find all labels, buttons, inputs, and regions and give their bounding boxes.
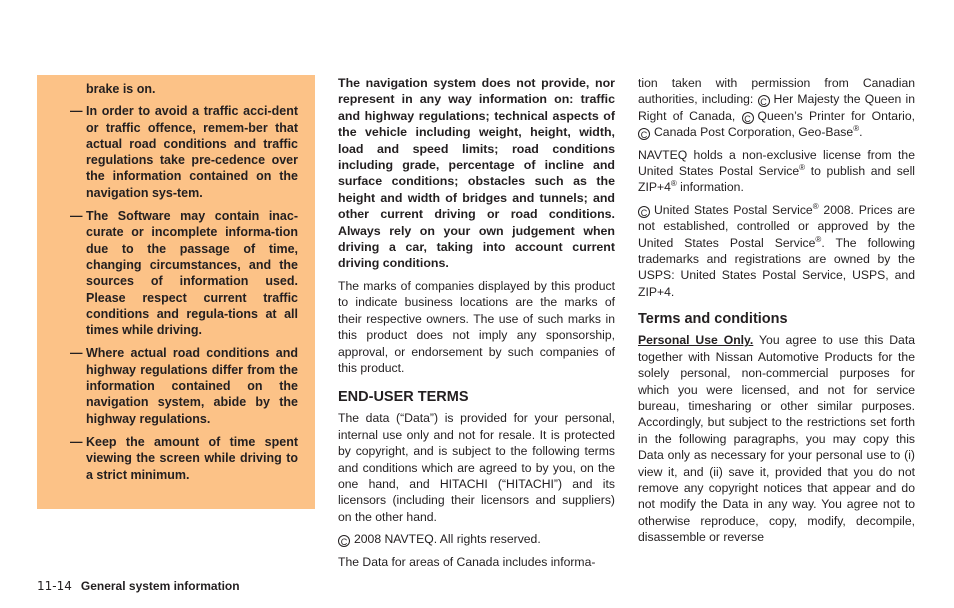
data-paragraph: The data (“Data”) is provided for your personal, internal use only and not for resale. It is protected by copyright, and is subject to the following terms and conditions which are agreed to by you, on the one hand, and HITACHI (“HITACHI”) and its licensors (including their licensors and suppliers) on the other hand. [338, 411, 615, 524]
registered-mark: ® [853, 124, 860, 134]
copyright-icon: C [758, 95, 770, 107]
section-title: General system information [80, 579, 240, 593]
copyright-icon: C [338, 535, 350, 547]
terms-heading: Terms and conditions [638, 311, 788, 328]
page-footer [37, 578, 240, 594]
copyright-icon: C [638, 128, 650, 140]
registered-mark: ® [812, 201, 819, 211]
copyright-icon: C [742, 112, 754, 124]
navigation-disclaimer: The navigation system does not provide, nor represent in any way information on: traffic and highway regulations; technical aspects of the vehicle including weight, height, width, load and speed limits; road conditions including grade, percentage of incline and surface conditions; obstacles such as the height and width of bridges and tunnels; and other current driving or road conditions. Always rely on your own judgement when driving a car, taking into account current driving conditions. [338, 76, 615, 271]
registered-mark: ® [670, 179, 677, 189]
warning-box [37, 75, 315, 509]
copyright-line: C 2008 NAVTEQ. All rights reserved. [338, 531, 615, 547]
warning-item [37, 103, 298, 201]
registered-mark: ® [815, 234, 822, 244]
warning-item-text: In order to avoid a traffic acci-dent or traffic offence, remem-ber that actual road conditions and traffic regulations take pre-cedence over the information contained on the navigation sys-tem. [86, 104, 298, 200]
warning-item [37, 208, 298, 338]
warning-item-text: The Software may contain inac-curate or incomplete informa-tion due to the passage of time, changing circumstances, and the sources of information used. Please respect current traffic conditions and regula-tions at all times while driving. [86, 209, 298, 338]
page-number: 11-14 [37, 579, 72, 593]
usps-paragraph: C United States Postal Service® 2008. Prices are not established, controlled or approved by the United States Postal Service®. The following trademarks and registrations are owned by the USPS: United States Postal Service, USPS, and ZIP+4. [638, 201, 916, 299]
column-middle [338, 75, 615, 576]
column-right [638, 75, 915, 552]
warning-item-text: Where actual road conditions and highway regulations differ from the information contained on the navigation system, abide by the highway regulations. [86, 346, 298, 426]
personal-use-paragraph: Personal Use Only. You agree to use this Data together with Nissan Automotive Products for the solely personal, non-commercial purposes for which you were licensed, and not for service bureau, timesharing or other similar purposes. Accordingly, but subject to the restrictions set forth in the following paragraphs, you may copy this Data only as necessary for your personal use to (i) view it, and (ii) save it, provided that you do not remove any copyright notices that appear and do not modify the Data in any way. You agree not to otherwise reproduce, copy, modify, decompile, disassemble or reverse [638, 333, 915, 545]
canada-paragraph-start: The Data for areas of Canada includes informa- [338, 554, 596, 569]
personal-use-label: Personal Use Only. [638, 333, 754, 348]
warning-item [37, 434, 298, 483]
end-user-terms-heading: END-USER TERMS [338, 389, 469, 406]
dash-bullet: — [70, 346, 83, 361]
marks-paragraph: The marks of companies displayed by this product to indicate business locations are the marks of their respective owners. The use of such marks in this product does not imply any sponsorship, approval, or endorsement by such companies of this product. [338, 278, 615, 375]
warning-item-text: Keep the amount of time spent viewing the screen while driving to a strict minimum. [86, 434, 298, 482]
copyright-icon: C [638, 206, 650, 218]
navteq-license: NAVTEQ holds a non-exclusive license from the United States Postal Service® to publish and sell ZIP+4® information. [638, 147, 915, 195]
dash-bullet: — [70, 209, 83, 224]
warning-item [37, 345, 298, 426]
canada-paragraph: tion taken with permission from Canadian authorities, including: C Her Majesty the Queen in Right of Canada, C Queen’s Printer for Ontario, C Canada Post Corporation, Geo-Base®. [638, 76, 916, 141]
registered-mark: ® [799, 162, 806, 172]
dash-bullet: — [70, 104, 83, 119]
dash-bullet: — [70, 434, 83, 449]
warning-lead: brake is on. [86, 82, 156, 96]
